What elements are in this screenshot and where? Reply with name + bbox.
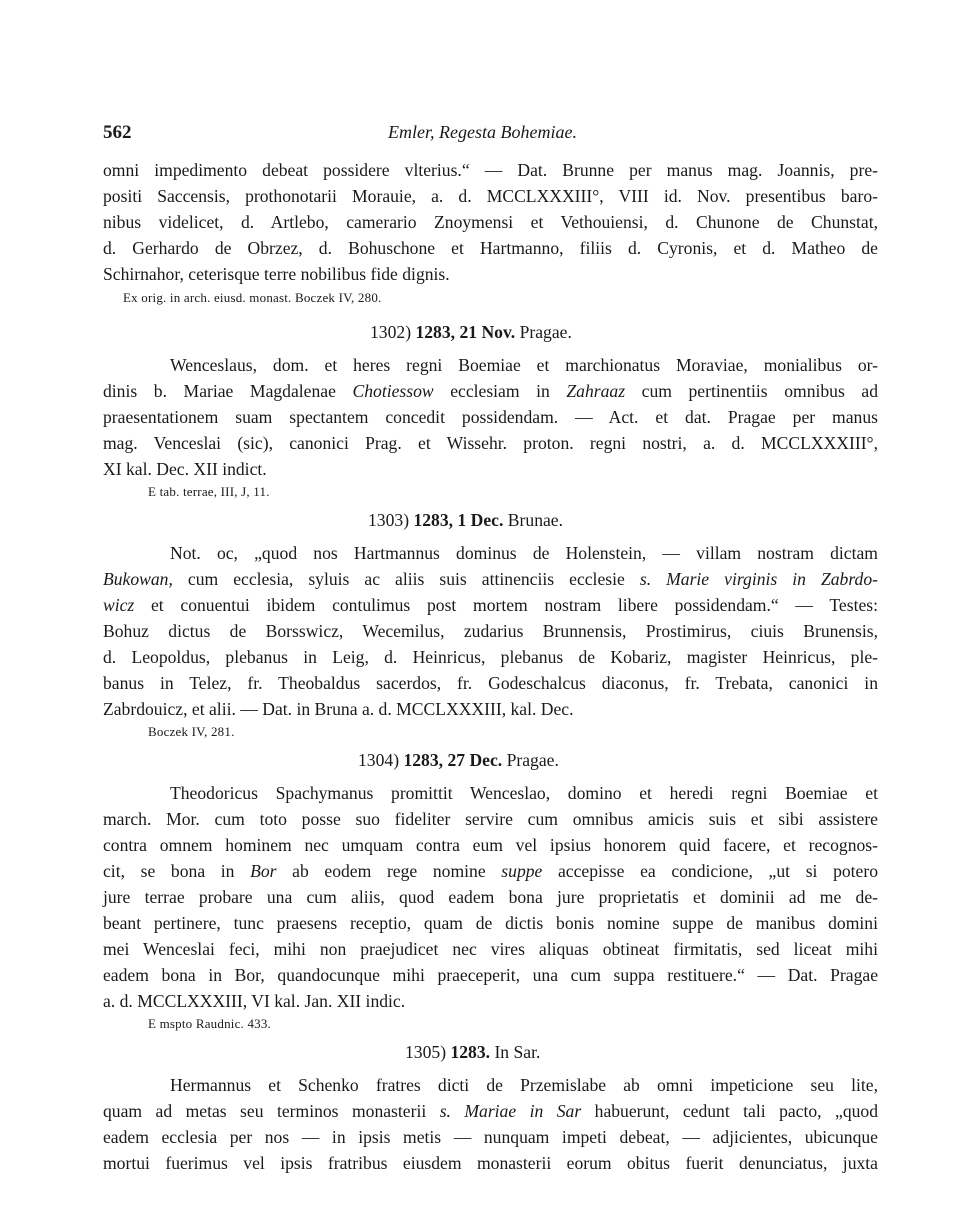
text-line: Bohuz dictus de Borsswicz, Wecemilus, zudarius Brunnensis, Prostimirus, ciuis Brunensis, bbox=[103, 621, 878, 641]
place-name: Zahraaz bbox=[566, 381, 626, 401]
text-line: beant pertinere, tunc praesens receptio, quam de dictis bonis nomine suppe de manibus domini bbox=[103, 913, 878, 933]
entry-place: Brunae. bbox=[507, 510, 564, 530]
text-line bbox=[103, 594, 878, 616]
text-line: march. Mor. cum toto posse suo fideliter servire cum omnibus amicis suis et sibi assistere bbox=[103, 809, 878, 829]
term: suppe bbox=[501, 861, 543, 881]
text-line bbox=[103, 860, 878, 882]
entry-place: Pragae. bbox=[519, 322, 572, 342]
text-line: omni impedimento debeat possidere vlterius.“ — Dat. Brunne per manus mag. Joannis, pre- bbox=[103, 160, 878, 180]
entry-day: 21 bbox=[459, 322, 478, 342]
entry-heading-1305 bbox=[405, 1042, 540, 1063]
text-line: contra omnem hominem nec umquam contra eum vel ipsius honorem quid facere, et recognos- bbox=[103, 835, 878, 855]
entry-number: 1302) bbox=[370, 322, 412, 342]
text-line: mei Wenceslai feci, mihi non praejudicet nec vires aliquas obtineat firmitatis, sed liceat mihi bbox=[103, 939, 878, 959]
text-line: d. Gerhardo de Obrzez, d. Bohuschone et Hartmanno, filiis d. Cyronis, et d. Matheo de bbox=[103, 238, 878, 258]
text-line: Wenceslaus, dom. et heres regni Boemiae et marchionatus Moraviae, monialibus or- bbox=[170, 355, 878, 375]
text-line: Theodoricus Spachymanus promittit Wenceslao, domino et heredi regni Boemiae et bbox=[170, 783, 878, 803]
text-line: mortui fuerimus vel ipsis fratribus eiusdem monasterii eorum obitus fuerit denunciatus, juxta bbox=[103, 1153, 878, 1173]
place-name: s. Mariae in Sar bbox=[439, 1101, 582, 1121]
text-line: nibus videlicet, d. Artlebo, camerario Znoymensi et Vethouiensi, d. Chunone de Chunstat, bbox=[103, 212, 878, 232]
entry-day: 1 bbox=[457, 510, 467, 530]
text-span: ecclesiam in bbox=[450, 381, 550, 401]
text-line: Not. oc, „quod nos Hartmannus dominus de Holenstein, — villam nostram dictam bbox=[170, 543, 878, 563]
text-line: eadem bona in Bor, quandocunque mihi praeceperit, una cum suppa restituere.“ — Dat. Pragae bbox=[103, 965, 878, 985]
text-line: Zabrdouicz, et alii. — Dat. in Bruna a. d. MCCLXXXIII, kal. Dec. bbox=[103, 699, 574, 719]
entry-heading-1302 bbox=[370, 322, 572, 343]
entry-number: 1304) bbox=[358, 750, 400, 770]
entry-month: Dec. bbox=[469, 750, 503, 770]
entry-date: 1283. bbox=[450, 1042, 491, 1062]
entry-number: 1303) bbox=[368, 510, 410, 530]
text-span: cum pertinentiis omnibus ad bbox=[641, 381, 879, 401]
text-line: XI kal. Dec. XII indict. bbox=[103, 459, 267, 479]
source-note: Boczek IV, 281. bbox=[148, 724, 235, 739]
entry-date: 1283, bbox=[413, 510, 454, 530]
text-line bbox=[103, 1100, 878, 1122]
text-line: praesentationem suam spectantem concedit possidendam. — Act. et dat. Pragae per manus bbox=[103, 407, 878, 427]
entry-day: 27 bbox=[447, 750, 466, 770]
running-title: Emler, Regesta Bohemiae. bbox=[388, 122, 577, 142]
entry-place: In Sar. bbox=[494, 1042, 541, 1062]
place-name: s. Marie virginis in Zabrdo- bbox=[639, 569, 878, 589]
text-line: eadem ecclesia per nos — in ipsis metis — nunquam impeti debeat, — adjicientes, ubicunque bbox=[103, 1127, 878, 1147]
text-span: et conuentui ibidem contulimus post mortem nostram libere possidendam.“ — Testes: bbox=[151, 595, 878, 615]
text-line: a. d. MCCLXXXIII, VI kal. Jan. XII indic. bbox=[103, 991, 406, 1011]
text-line: d. Leopoldus, plebanus in Leig, d. Heinricus, plebanus de Kobariz, magister Heinricus, ple- bbox=[103, 647, 878, 667]
text-line bbox=[103, 380, 878, 402]
place-name: wicz bbox=[103, 595, 135, 615]
entry-month: Nov. bbox=[481, 322, 516, 342]
entry-date: 1283, bbox=[415, 322, 456, 342]
text-span: cum ecclesia, syluis ac aliis suis attinenciis ecclesie bbox=[187, 569, 625, 589]
source-note: Ex orig. in arch. eiusd. monast. Boczek IV, 280. bbox=[123, 290, 382, 305]
place-name: Bukowan, bbox=[103, 569, 173, 589]
entry-number: 1305) bbox=[405, 1042, 447, 1062]
text-span: cit, se bona in bbox=[103, 861, 235, 881]
entry-heading-1304 bbox=[358, 750, 559, 771]
text-line bbox=[103, 568, 878, 590]
entry-date: 1283, bbox=[403, 750, 444, 770]
text-line: Hermannus et Schenko fratres dicti de Przemislabe ab omni impeticione seu lite, bbox=[170, 1075, 878, 1095]
text-line: jure terrae probare una cum aliis, quod eadem bona jure proprietatis et dominii ad me de- bbox=[103, 887, 878, 907]
text-span: ab eodem rege nomine bbox=[292, 861, 486, 881]
text-line: mag. Venceslai (sic), canonici Prag. et Wissehr. proton. regni nostri, a. d. MCCLXXXIII°, bbox=[103, 433, 878, 453]
entry-month: Dec. bbox=[470, 510, 504, 530]
entry-place: Pragae. bbox=[506, 750, 559, 770]
place-name: Bor bbox=[250, 861, 277, 881]
text-span: dinis b. Mariae Magdalenae bbox=[103, 381, 336, 401]
page-number: 562 bbox=[103, 122, 132, 143]
text-line: positi Saccensis, prothonotarii Morauie, a. d. MCCLXXXIII°, VIII id. Nov. presentibus baro- bbox=[103, 186, 878, 206]
text-span: accepisse ea condicione, „ut si potero bbox=[558, 861, 879, 881]
entry-heading-1303 bbox=[368, 510, 563, 531]
text-span: quam ad metas seu terminos monasterii bbox=[103, 1101, 427, 1121]
text-line: banus in Telez, fr. Theobaldus sacerdos, fr. Godeschalcus diaconus, fr. Trebata, canonici in bbox=[103, 673, 878, 693]
place-name: Chotiessow bbox=[352, 381, 434, 401]
text-span: habuerunt, cedunt tali pacto, „quod bbox=[594, 1101, 879, 1121]
text-line: Schirnahor, ceterisque terre nobilibus fide dignis. bbox=[103, 264, 450, 284]
source-note: E mspto Raudnic. 433. bbox=[148, 1016, 271, 1031]
source-note: E tab. terrae, III, J, 11. bbox=[148, 484, 270, 499]
